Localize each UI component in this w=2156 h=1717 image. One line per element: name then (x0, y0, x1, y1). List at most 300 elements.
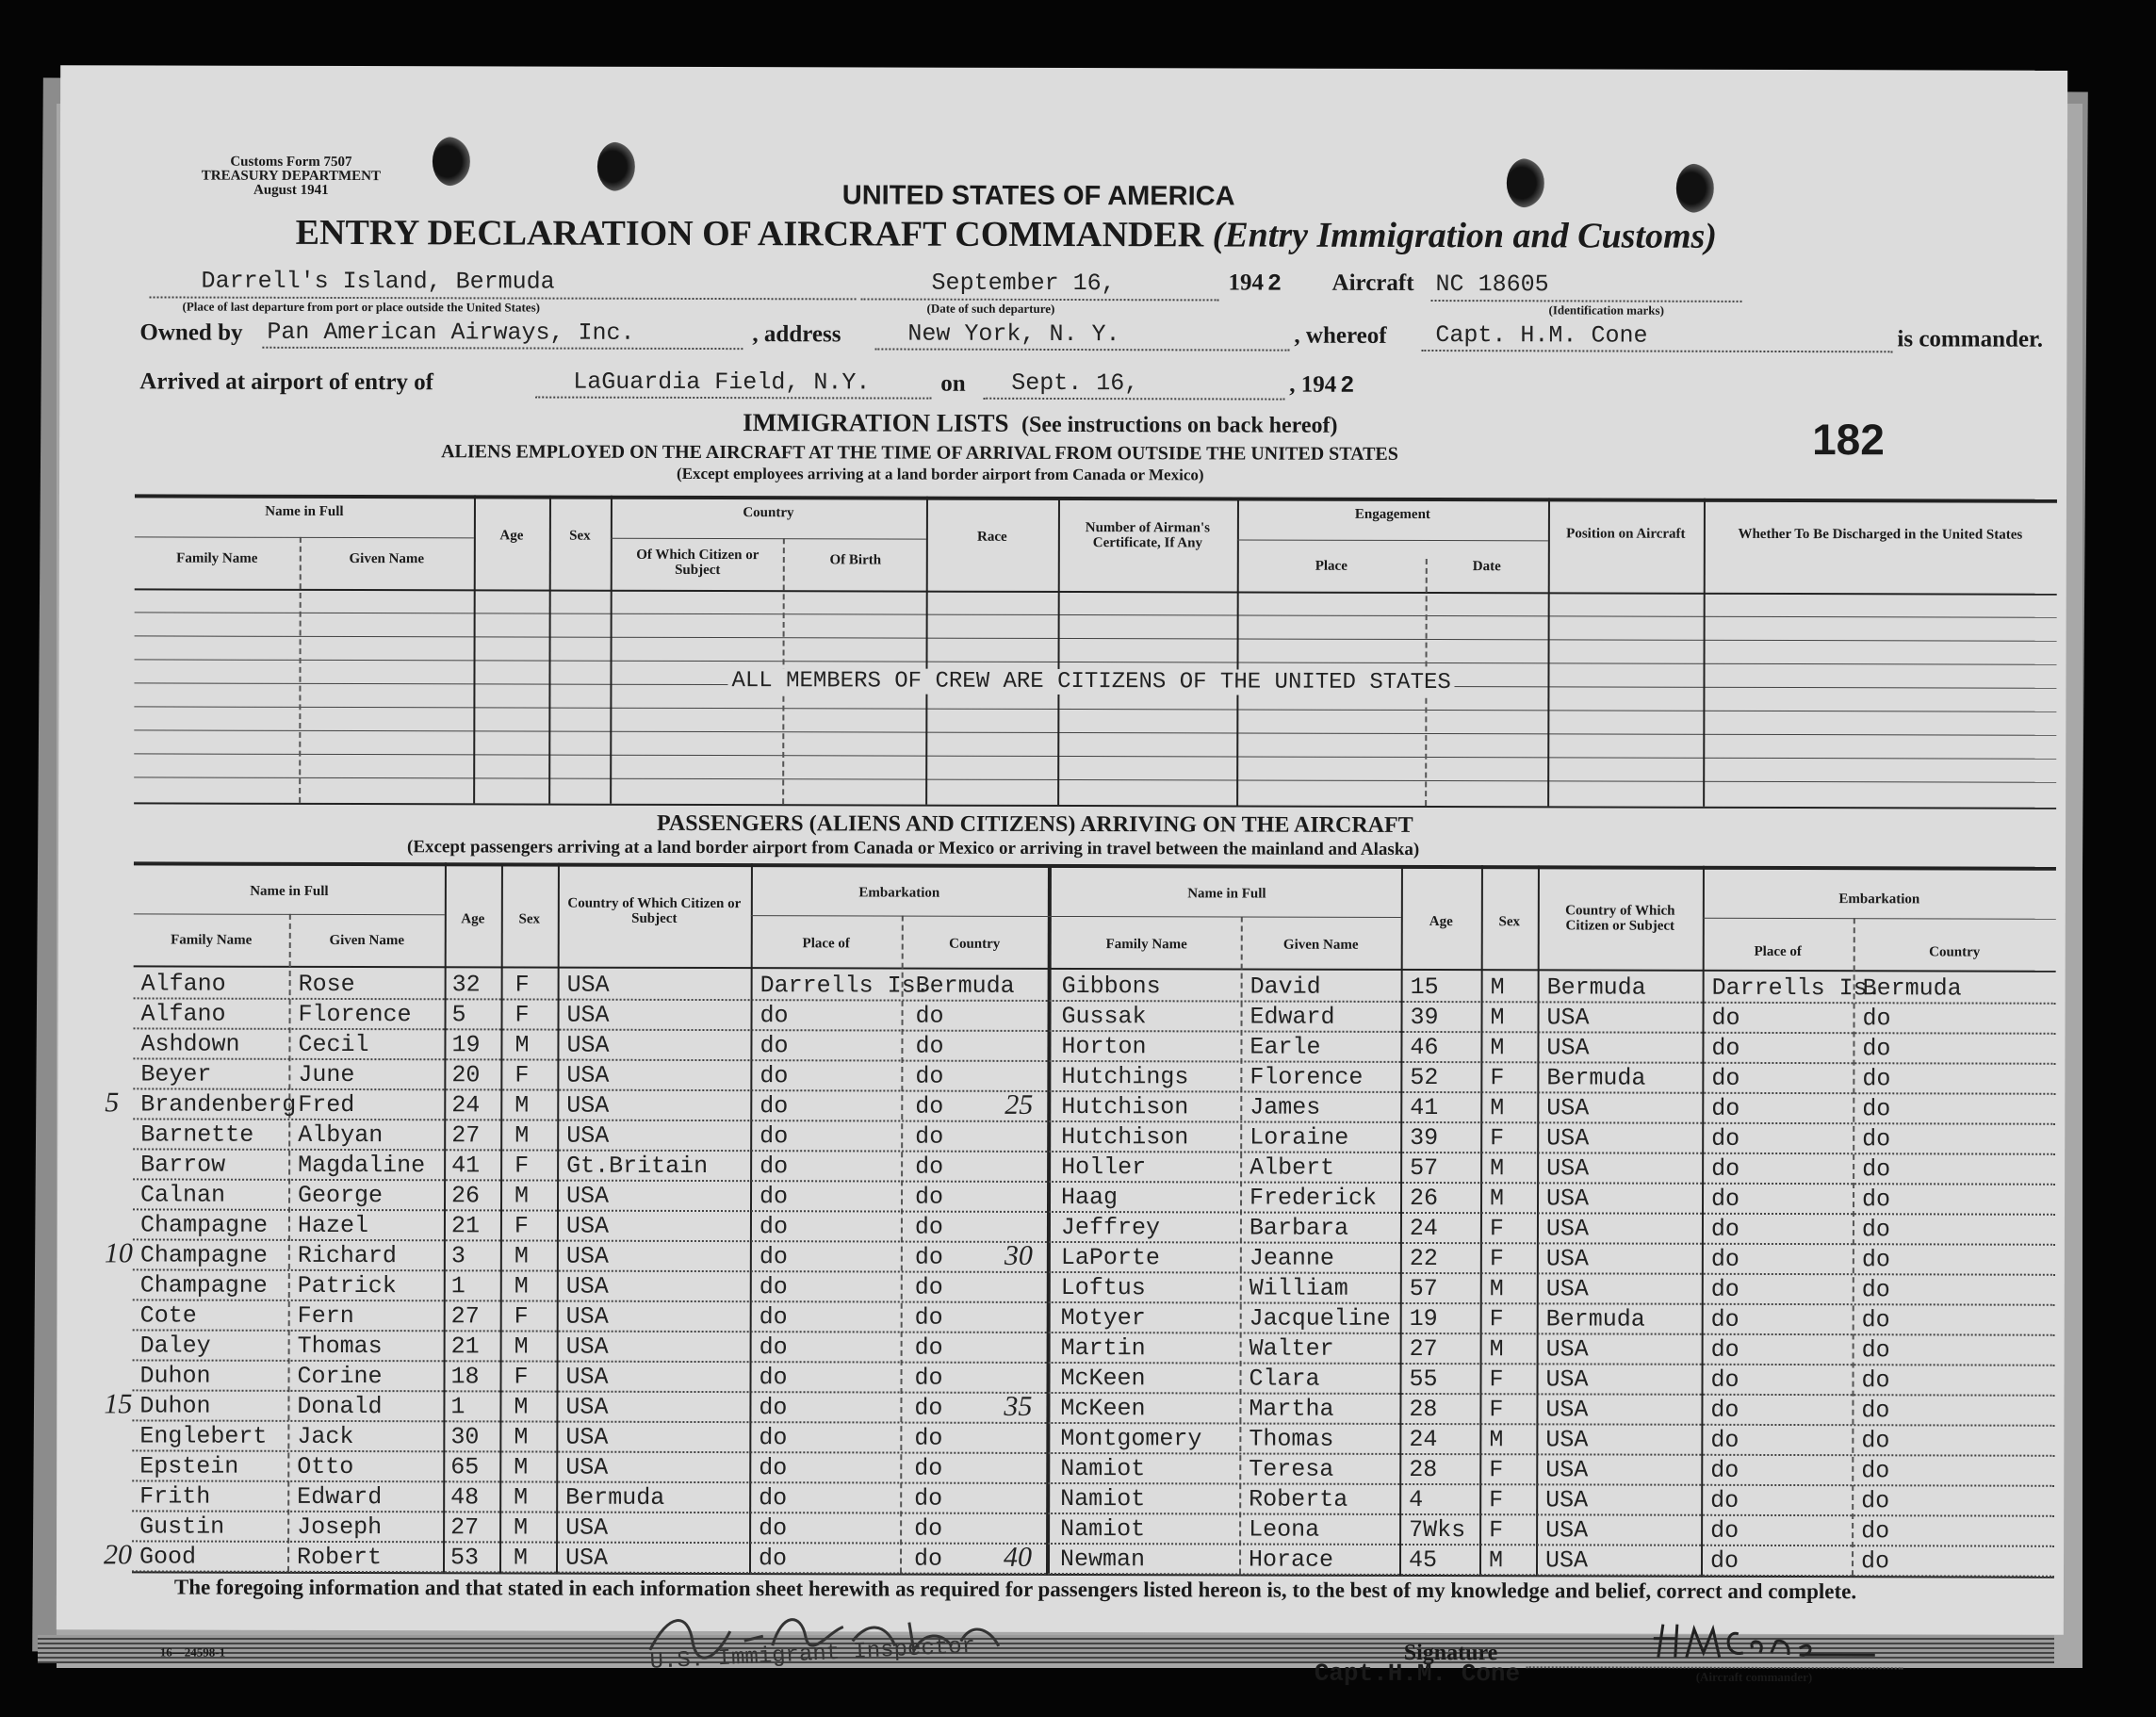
passenger-right-given: Albert (1250, 1153, 1335, 1182)
pax-left-col-age: Age (461, 911, 485, 927)
passenger-right-country: do (1861, 1487, 1890, 1515)
passenger-left-country: do (913, 1545, 943, 1573)
passenger-left-citizen: USA (566, 1061, 610, 1089)
form-title (296, 212, 1717, 257)
passenger-right-country: do (1861, 1186, 1891, 1214)
passenger-left-age: 27 (450, 1302, 480, 1331)
declaration-text: The foregoing information and that stated in each information sheet herewith as required for passengers listed hereon is, to the best of my knowledge and belief, correct and complete. (173, 1575, 1857, 1604)
passenger-right-citizen: USA (1544, 1546, 1589, 1575)
passenger-right-sex: M (1490, 1004, 1505, 1032)
passenger-right-given: Barbara (1249, 1214, 1349, 1242)
passenger-left-country: do (914, 1364, 943, 1392)
passenger-right-citizen: Bermuda (1546, 973, 1646, 1002)
passenger-left-age: 20 (451, 1061, 481, 1089)
passenger-right-country: do (1862, 1035, 1891, 1063)
passenger-right-citizen: USA (1545, 1245, 1589, 1273)
passenger-left-place: do (760, 1092, 789, 1120)
passenger-right-sex: M (1490, 1154, 1505, 1183)
pax-right-col-family-name: Family Name (1105, 937, 1187, 953)
passenger-right-place: do (1711, 1154, 1740, 1183)
passenger-left-age: 24 (451, 1091, 481, 1120)
arrived-label: Arrived at airport of entry of (139, 368, 434, 396)
passenger-left-age: 53 (449, 1544, 480, 1572)
passenger-left-family: Barrow (140, 1151, 226, 1179)
passenger-left-age: 1 (450, 1272, 466, 1300)
crew-col-given-name: Given Name (349, 551, 425, 567)
passenger-right-citizen: USA (1546, 1094, 1590, 1122)
passenger-right-given: Loraine (1250, 1123, 1349, 1152)
passenger-right-place: do (1710, 1426, 1740, 1454)
passenger-left-age: 5 (451, 1001, 466, 1029)
pax-left-col-name-in-full: Name in Full (250, 883, 329, 899)
passenger-left-age: 65 (450, 1453, 480, 1481)
inspector-caption: U.S. Immigrant Inspector (649, 1633, 976, 1676)
passenger-right-age: 4 (1409, 1485, 1424, 1514)
passenger-left-family: Champagne (139, 1211, 269, 1239)
passenger-right-sex: M (1488, 1546, 1504, 1575)
passenger-right-sex: F (1490, 1124, 1505, 1153)
passenger-right-place: do (1710, 1516, 1740, 1545)
passenger-left-given: Florence (298, 1000, 412, 1029)
passenger-left-age: 19 (451, 1031, 481, 1059)
passenger-right-age: 41 (1410, 1093, 1439, 1122)
passenger-right-sex: M (1490, 973, 1505, 1002)
arrival-year: , 194 2 (1289, 371, 1355, 400)
passenger-right-given: David (1250, 973, 1321, 1001)
passenger-left-age: 30 (450, 1423, 480, 1451)
passenger-left-given: Robert (296, 1543, 383, 1572)
passenger-right-country: do (1861, 1397, 1890, 1425)
passenger-right-place: do (1711, 1004, 1740, 1032)
punch-hole-icon (433, 137, 470, 186)
passenger-right-citizen: USA (1546, 1004, 1590, 1032)
passenger-left-family: Barnette (140, 1120, 254, 1149)
passenger-left-country: do (915, 1153, 944, 1181)
passenger-right-place: do (1710, 1185, 1740, 1213)
passenger-left-citizen: USA (565, 1302, 609, 1331)
aircraft-label: Aircraft (1331, 270, 1414, 296)
passenger-right-sex: F (1489, 1245, 1504, 1273)
passenger-left-age: 32 (451, 971, 481, 999)
passenger-left-given: Patrick (297, 1271, 397, 1300)
passenger-right-age: 57 (1410, 1153, 1439, 1183)
passenger-left-family: Champagne (139, 1241, 268, 1269)
passenger-right-family: Namiot (1060, 1514, 1146, 1544)
passenger-right-family: Horton (1061, 1032, 1147, 1061)
passenger-left-citizen: USA (565, 1453, 609, 1481)
punch-hole-icon (1676, 164, 1714, 213)
pax-left-col-sex: Sex (518, 911, 541, 927)
passenger-left-sex: F (514, 971, 530, 999)
commander-signature (1649, 1615, 1894, 1673)
form-id-block (169, 155, 414, 199)
passenger-left-given: Joseph (297, 1513, 383, 1542)
passenger-right-age: 24 (1409, 1425, 1438, 1454)
arrival-airport: LaGuardia Field, N.Y. (573, 368, 871, 397)
passenger-right-country: do (1860, 1547, 1890, 1576)
passenger-left-age: 18 (450, 1363, 480, 1391)
passenger-right-family: Martin (1060, 1333, 1146, 1363)
passenger-right-citizen: USA (1546, 1034, 1590, 1062)
passenger-left-country: do (915, 1122, 944, 1151)
passenger-right-place: do (1710, 1396, 1740, 1424)
passenger-right-sex: F (1489, 1365, 1504, 1394)
passenger-right-family: Hutchison (1061, 1092, 1189, 1121)
passenger-left-country: do (914, 1484, 943, 1513)
passenger-left-family: Calnan (140, 1181, 226, 1209)
crew-col-name-in-full: Name in Full (265, 503, 344, 520)
form-title-paren: (Entry Immigration and Customs) (1212, 215, 1718, 256)
passenger-right-sex: M (1489, 1426, 1504, 1454)
passenger-left-country: Bermuda (915, 972, 1015, 1000)
punch-hole-icon (597, 142, 635, 191)
passenger-left-age: 21 (450, 1212, 481, 1240)
passenger-right-citizen: USA (1545, 1365, 1589, 1394)
passenger-right-sex: M (1489, 1185, 1505, 1213)
passenger-left-given: Magdaline (298, 1151, 426, 1180)
passenger-right-citizen: USA (1545, 1396, 1589, 1424)
passenger-left-family: Alfano (140, 1000, 226, 1028)
passenger-right-given: Leona (1249, 1515, 1320, 1544)
pax-right-col-name-in-full: Name in Full (1187, 886, 1266, 902)
passenger-right-country: do (1861, 1216, 1891, 1244)
signature-label: Signature (1403, 1640, 1498, 1666)
passenger-right-given: Thomas (1249, 1425, 1334, 1453)
passenger-right-citizen: USA (1545, 1335, 1589, 1364)
passenger-right-country: do (1861, 1306, 1890, 1334)
passenger-left-sex: F (514, 1302, 529, 1331)
passenger-left-family: Champagne (139, 1271, 268, 1300)
passenger-right-age: 39 (1410, 1003, 1439, 1032)
crew-col-date: Date (1472, 559, 1501, 575)
passenger-right-family: Newman (1059, 1545, 1146, 1574)
crew-col-sex: Sex (569, 528, 591, 544)
passenger-right-age: 15 (1410, 973, 1439, 1002)
passenger-left-family: Alfano (140, 970, 226, 998)
pax-right-col-country: Country (1929, 944, 1981, 960)
passenger-right-sex: M (1489, 1335, 1504, 1364)
passenger-left-given: George (298, 1181, 384, 1210)
passenger-right-given: Frederick (1249, 1184, 1378, 1212)
passenger-left-given: Cecil (298, 1030, 369, 1059)
passenger-right-citizen: USA (1545, 1185, 1590, 1213)
pax-left-col-country: Country (949, 936, 1001, 952)
passenger-left-place: do (759, 1484, 788, 1513)
passenger-right-family: McKeen (1060, 1394, 1146, 1423)
crew-col-engagement: Engagement (1354, 506, 1430, 523)
passenger-right-sex: F (1489, 1215, 1505, 1243)
passenger-right-place: do (1710, 1305, 1740, 1333)
passenger-row-number: 5 (105, 1087, 120, 1119)
passenger-right-country: do (1861, 1457, 1890, 1485)
passenger-left-sex: M (514, 1121, 530, 1150)
commander-caption: (Aircraft commander) (1695, 1669, 1813, 1685)
passenger-right-country: Bermuda (1862, 974, 1962, 1003)
passenger-left-citizen: USA (565, 1242, 609, 1270)
passenger-left-place: do (759, 1333, 788, 1362)
passenger-row-number: 15 (104, 1388, 133, 1420)
form-page (57, 65, 2067, 1689)
pax-right-col-age: Age (1429, 914, 1453, 930)
passenger-left-age: 26 (450, 1182, 481, 1210)
passenger-right-sex: F (1490, 1064, 1505, 1092)
passenger-left-place: do (760, 1122, 789, 1151)
passenger-left-citizen: USA (565, 1513, 609, 1542)
passenger-left-citizen: USA (565, 1393, 609, 1421)
passenger-left-sex: F (514, 1001, 530, 1029)
passenger-right-age: 22 (1409, 1244, 1438, 1273)
passenger-right-family: Holler (1061, 1153, 1147, 1182)
passenger-right-family: Hutchings (1061, 1062, 1189, 1091)
passenger-right-country: do (1862, 1065, 1891, 1093)
passenger-right-age: 52 (1410, 1063, 1439, 1092)
passenger-right-given: Florence (1250, 1063, 1364, 1091)
passenger-left-citizen: USA (566, 971, 610, 999)
passengers-heading: PASSENGERS (ALIENS AND CITIZENS) ARRIVING ON THE AIRCRAFT (657, 810, 1413, 838)
arrival-date: Sept. 16, (1011, 368, 1139, 398)
passenger-right-age: 27 (1409, 1334, 1438, 1364)
passenger-left-family: Beyer (140, 1060, 212, 1088)
passenger-right-given: Clara (1249, 1365, 1320, 1393)
passenger-right-country: do (1861, 1246, 1890, 1274)
passenger-right-sex: M (1490, 1094, 1505, 1122)
passenger-right-given: Horace (1248, 1545, 1334, 1574)
pax-right-col-citizen: Country of Which Citizen or Subject (1565, 903, 1675, 934)
passenger-right-family: Loftus (1060, 1273, 1146, 1302)
passenger-left-country: do (915, 1092, 944, 1120)
passenger-left-citizen: USA (565, 1182, 610, 1210)
passenger-left-citizen: USA (566, 1091, 610, 1120)
passenger-right-family: Hutchison (1061, 1122, 1189, 1152)
punch-hole-icon (1507, 158, 1544, 207)
passenger-left-family: Duhon (139, 1362, 211, 1390)
passenger-left-family: Brandenberg (140, 1090, 297, 1119)
passenger-right-country: do (1861, 1427, 1890, 1455)
passenger-left-country: do (914, 1454, 943, 1482)
print-code: 16—24598-1 (159, 1644, 226, 1660)
passenger-left-citizen: USA (565, 1272, 609, 1300)
passenger-right-age: 39 (1410, 1123, 1439, 1153)
passenger-right-family: Motyer (1060, 1303, 1146, 1333)
passenger-left-given: Rose (298, 970, 355, 999)
pax-left-col-given-name: Given Name (329, 932, 405, 949)
passenger-right-age: 28 (1409, 1455, 1438, 1484)
passenger-right-sex: F (1489, 1305, 1504, 1333)
passenger-right-given: Teresa (1249, 1455, 1334, 1483)
passenger-left-given: Richard (297, 1241, 397, 1270)
passenger-right-citizen: USA (1545, 1215, 1590, 1243)
passenger-right-family: Haag (1060, 1183, 1119, 1212)
passenger-left-given: Edward (297, 1482, 383, 1512)
owner-address: New York, N. Y. (907, 319, 1120, 349)
passenger-right-age: 24 (1409, 1214, 1439, 1243)
passenger-right-age: 26 (1409, 1184, 1439, 1213)
passenger-left-given: Otto (297, 1452, 354, 1481)
passenger-left-family: Ashdown (140, 1030, 240, 1058)
passenger-right-country: do (1861, 1336, 1890, 1365)
passenger-left-sex: F (514, 1152, 530, 1180)
passenger-right-given: James (1250, 1093, 1321, 1121)
crew-col-race: Race (977, 529, 1007, 545)
passenger-left-citizen: USA (565, 1423, 609, 1451)
passenger-left-age: 3 (450, 1242, 466, 1270)
passenger-left-sex: F (514, 1061, 530, 1089)
passenger-right-place: do (1709, 1546, 1740, 1575)
passenger-left-place: do (759, 1454, 788, 1482)
page-number: 182 (1812, 415, 1885, 465)
passenger-right-country: do (1861, 1517, 1890, 1545)
passenger-right-family: McKeen (1060, 1364, 1146, 1393)
passenger-right-country: do (1861, 1276, 1890, 1304)
passenger-left-country: do (915, 1032, 944, 1060)
passenger-left-family: Cote (139, 1301, 197, 1330)
departure-place-caption: (Place of last departure from port or place outside the United States) (182, 299, 541, 315)
passenger-right-family: Jeffrey (1060, 1213, 1161, 1242)
crew-col-country: Country (743, 505, 794, 521)
passenger-left-given: Jack (297, 1422, 354, 1451)
passenger-right-country: do (1862, 1095, 1891, 1123)
passenger-right-place: do (1710, 1335, 1740, 1364)
passenger-left-place: do (759, 1424, 788, 1452)
passenger-left-citizen: USA (565, 1363, 609, 1391)
passenger-left-country: do (914, 1394, 943, 1422)
passenger-left-sex: M (514, 1272, 529, 1300)
owner-name: Pan American Airways, Inc. (267, 318, 635, 347)
passenger-right-given: Walter (1249, 1334, 1334, 1363)
passenger-left-country: do (914, 1333, 943, 1362)
passenger-right-sex: M (1490, 1034, 1505, 1062)
passenger-left-country: do (914, 1243, 943, 1271)
passengers-subnote: (Except passengers arriving at a land border airport from Canada or Mexico or arriving in travel between the mainland and Alaska) (406, 837, 1420, 859)
passenger-left-family: Englebert (139, 1422, 268, 1450)
pax-right-col-place: Place of (1754, 943, 1802, 960)
passenger-left-given: June (298, 1060, 355, 1089)
passenger-right-family: LaPorte (1060, 1243, 1160, 1272)
passenger-left-place: do (759, 1364, 788, 1392)
passenger-left-place: do (759, 1213, 789, 1241)
passenger-left-family: Good (139, 1543, 197, 1571)
passenger-left-sex: M (514, 1483, 529, 1512)
passenger-right-place: do (1710, 1245, 1740, 1273)
passenger-right-citizen: Bermuda (1546, 1064, 1646, 1092)
passenger-left-sex: M (514, 1091, 530, 1120)
passenger-right-place: do (1710, 1456, 1740, 1484)
is-commander-label: is commander. (1897, 326, 2044, 352)
passenger-right-citizen: USA (1545, 1486, 1589, 1514)
passenger-left-family: Frith (139, 1482, 211, 1511)
passenger-left-age: 1 (450, 1393, 466, 1421)
passenger-left-given: Fern (297, 1301, 354, 1331)
crew-col-place: Place (1315, 558, 1348, 574)
passenger-right-given: Roberta (1249, 1485, 1348, 1513)
pax-right-col-given-name: Given Name (1282, 937, 1359, 953)
passenger-left-sex: F (514, 1212, 530, 1240)
passenger-right-age: 7Wks (1409, 1515, 1466, 1545)
passenger-left-country: do (914, 1213, 944, 1241)
passenger-left-country: do (914, 1303, 943, 1332)
passenger-left-citizen: USA (564, 1544, 609, 1572)
passenger-left-place: do (760, 1002, 789, 1030)
form-number: Customs Form 7507 (230, 154, 352, 171)
passenger-right-given: William (1249, 1274, 1348, 1302)
passenger-left-sex: M (513, 1544, 529, 1572)
crew-col-age: Age (499, 528, 524, 544)
passenger-right-age: 19 (1409, 1304, 1438, 1333)
pax-left-col-embarkation: Embarkation (858, 885, 940, 901)
passenger-right-given: Jacqueline (1249, 1304, 1391, 1333)
passenger-left-citizen: USA (566, 1121, 610, 1150)
passenger-right-citizen: USA (1545, 1275, 1589, 1303)
passenger-left-citizen: Gt.Britain (566, 1152, 709, 1181)
passenger-left-age: 41 (451, 1152, 481, 1180)
passenger-right-place: do (1711, 1124, 1740, 1153)
passenger-left-citizen: USA (565, 1212, 610, 1240)
passenger-right-country: do (1861, 1366, 1890, 1395)
immigration-subnote: (Except employees arriving at a land border airport from Canada or Mexico) (677, 464, 1204, 484)
passenger-right-given: Earle (1250, 1033, 1321, 1061)
crew-col-citizen: Of Which Citizen or Subject (636, 547, 760, 579)
passenger-left-place: do (760, 1032, 789, 1060)
passenger-right-country: do (1862, 1005, 1891, 1033)
passenger-left-sex: M (514, 1423, 529, 1451)
passenger-right-age: 55 (1409, 1365, 1438, 1394)
passenger-right-sex: F (1489, 1456, 1504, 1484)
passenger-left-citizen: Bermuda (565, 1483, 665, 1512)
passenger-left-place: do (759, 1243, 788, 1271)
passenger-left-place: do (759, 1394, 788, 1422)
passenger-left-sex: M (514, 1182, 530, 1210)
passenger-left-country: do (914, 1514, 943, 1543)
departure-date: September 16, (931, 269, 1116, 298)
passenger-left-citizen: USA (565, 1333, 609, 1361)
departure-year: 194 2 (1228, 270, 1282, 298)
passenger-left-country: do (915, 1062, 944, 1090)
passenger-left-place: do (760, 1153, 789, 1181)
passenger-right-country: do (1862, 1155, 1891, 1184)
form-date: August 1941 (253, 182, 329, 198)
crew-col-discharged: Whether To Be Discharged in the United States (1738, 526, 2023, 543)
address-label: , address (752, 321, 841, 348)
passenger-right-age: 28 (1409, 1395, 1438, 1424)
passenger-left-country: do (914, 1424, 943, 1452)
owned-by-label: Owned by (139, 319, 243, 346)
aircraft-caption: (Identification marks) (1548, 303, 1664, 318)
passenger-right-citizen: Bermuda (1545, 1305, 1645, 1333)
crew-col-birth: Of Birth (829, 552, 882, 568)
pax-right-col-embarkation: Embarkation (1838, 891, 1920, 908)
passenger-right-citizen: USA (1545, 1516, 1589, 1545)
passenger-left-age: 21 (450, 1333, 480, 1361)
passenger-right-age: 57 (1409, 1274, 1438, 1303)
passenger-left-place: do (758, 1545, 788, 1573)
passenger-right-given: Martha (1249, 1395, 1334, 1423)
immigration-subheading: ALIENS EMPLOYED ON THE AIRCRAFT AT THE TIME OF ARRIVAL FROM OUTSIDE THE UNITED STATES (441, 441, 1398, 465)
passenger-left-country: do (915, 1002, 944, 1030)
passenger-right-family: Montgomery (1060, 1424, 1202, 1453)
passenger-right-place: do (1710, 1365, 1740, 1394)
passenger-left-age: 48 (450, 1483, 480, 1512)
passenger-left-place: do (759, 1514, 788, 1543)
passenger-right-age: 45 (1408, 1545, 1438, 1575)
passenger-right-sex: F (1489, 1396, 1504, 1424)
passenger-left-family: Epstein (139, 1452, 239, 1480)
passenger-left-sex: M (514, 1453, 529, 1481)
passenger-right-place: Darrells Is. (1711, 973, 1882, 1003)
passenger-left-age: 27 (450, 1513, 480, 1542)
commander-typed-name: Capt.H.M. Cone (1314, 1659, 1521, 1689)
passenger-right-age: 46 (1410, 1033, 1439, 1062)
passenger-right-family: Namiot (1060, 1454, 1146, 1483)
